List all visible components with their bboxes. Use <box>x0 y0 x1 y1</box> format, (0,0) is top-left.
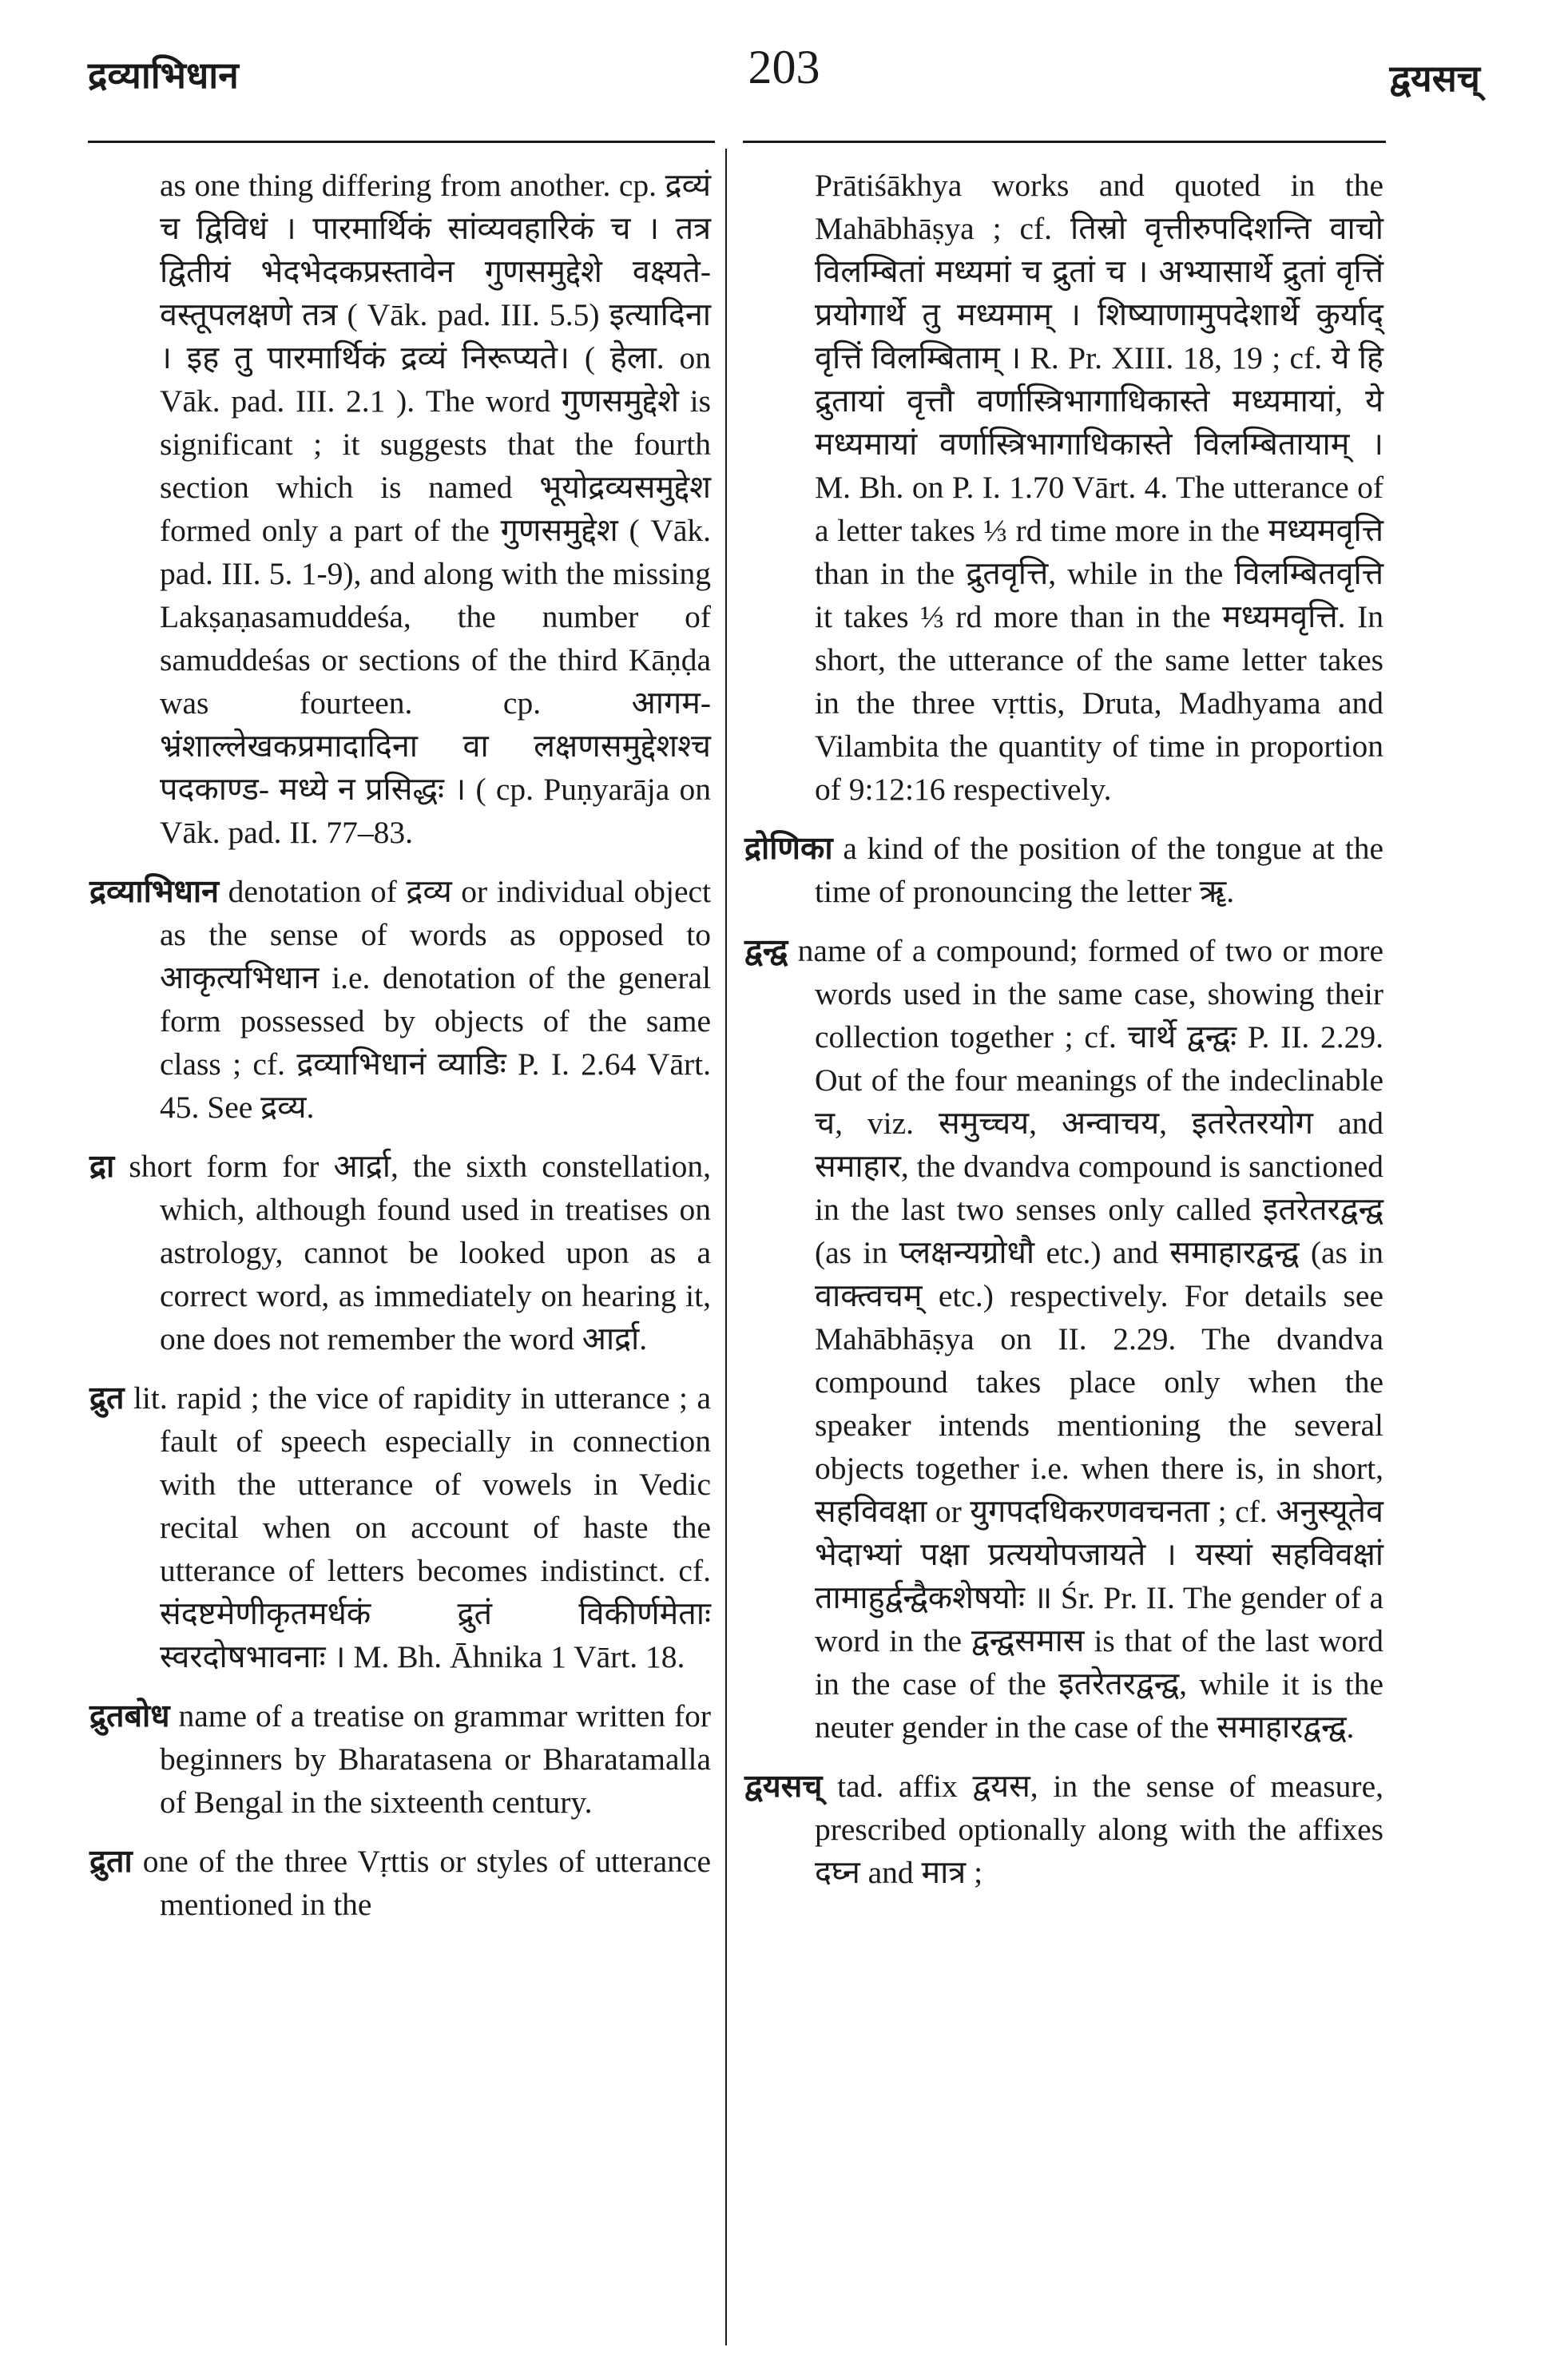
dictionary-entry <box>89 1145 711 1360</box>
entry-definition: name of a treatise on grammar written for beginners by Bharatasena or Bharatamalla of Bengal in the sixteenth century. <box>160 1698 712 1820</box>
entry-definition: name of a compound; formed of two or more words used in the same case, showing their collection together ; cf. चार्थे द्वन्द्वः P. II. 2.29. Out of the four meanings of the indeclinable च, viz. समुच्चय, अन्वाचय, इतरेतरयोग and समाहार, the dvandva compound is sanctioned in the last two senses only called इतरेतरद्वन्द्व (as in प्लक्षन्यग्रोधौ etc.) and समाहारद्वन्द्व (as in वाक्त्वचम् etc.) respectively. For details see Mahābhāṣya on II. 2.29. The dvandva compound takes place only when the speaker intends mentioning the several objects together i.e. when there is, in short, सहविवक्षा or युगपदधिकरणवचनता ; cf. अनुस्यूतेव भेदाभ्यां पक्षा प्रत्ययोपजायते । यस्यां सहविवक्षां तामाहुर्द्वन्द्वैकशेषयोः ॥ Śr. Pr. II. The gender of a word in the द्वन्द्वसमास is that of the last word in the case of the इतरेतरद्वन्द्व, while it is the neuter gender in the case of the समाहारद्वन्द्व. <box>797 933 1383 1745</box>
entry-headword: द्रव्याभिधान <box>89 874 220 909</box>
entry-definition: a kind of the position of the tongue at the time of pronouncing the letter ॠ. <box>815 831 1384 909</box>
entry-definition: denotation of द्रव्य or individual object as the sense of words as opposed to आकृत्यभिधान i.e. denotation of the general form possessed by objects of the same class ; cf. द्रव्याभिधानं व्याडिः P. I. 2.64 Vārt. 45. See द्रव्य. <box>160 874 711 1125</box>
dictionary-entry <box>744 827 1383 913</box>
entry-definition: tad. affix द्वयस, in the sense of measure, prescribed optionally along with the affixes दघ्न and मात्र ; <box>815 1769 1383 1890</box>
page-number: 203 <box>748 41 820 93</box>
right-running-headword: द्वयसच् <box>1389 58 1480 99</box>
entry-headword: द्रुत <box>89 1380 125 1416</box>
dictionary-entry <box>89 870 711 1129</box>
header-rule-right <box>743 141 1386 143</box>
entry-headword: द्रा <box>89 1149 115 1184</box>
left-running-headword: द्रव्याभिधान <box>88 55 239 96</box>
left-column <box>89 164 711 1942</box>
entry-headword: द्वयसच् <box>744 1769 823 1804</box>
continued-entry-text: as one thing differing from another. cp. द्रव्यं च द्विविधं । पारमार्थिकं सांव्यवहारिकं च । तत्र द्वितीयं भेदभेदकप्रस्तावेन गुणसमुद्देशे वक्ष्यते- वस्तूपलक्षणे तत्र ( Vāk. pad. III. 5.5) इत्यादिना । इह तु पारमार्थिकं द्रव्यं निरूप्यते। ( हेला. on Vāk. pad. III. 2.1 ). The word गुणसमुद्देशे is significant ; it suggests that the fourth section which is named भूयोद्रव्यसमुद्देश formed only a part of the गुणसमुद्देश ( Vāk. pad. III. 5. 1-9), and along with the missing Lakṣaṇasamuddeśa, the number of samuddeśas or sections of the third Kāṇḍa was fourteen. cp. आगम- भ्रंशाल्लेखकप्रमादादिना वा लक्षणसमुद्देशश्च पदकाण्ड- मध्ये न प्रसिद्धः । ( cp. Puṇyarāja on Vāk. pad. II. 77–83. <box>160 168 711 850</box>
entry-definition: short form for आर्द्रा, the sixth constellation, which, although found used in treatises on astrology, cannot be looked upon as a correct word, as immediately on hearing it, one does not remember the word आर्द्रा. <box>129 1149 711 1356</box>
dictionary-entry <box>89 1376 711 1678</box>
dictionary-entry <box>89 1840 711 1926</box>
header-rule-left <box>88 141 715 143</box>
entry-definition: one of the three Vṛttis or styles of utterance mentioned in the <box>142 1844 711 1922</box>
entry-definition: lit. rapid ; the vice of rapidity in utterance ; a fault of speech especially in connection with the utterance of vowels in Vedic recital when on account of haste the utterance of letters becomes indistinct. cf. संदष्टमेणीकृतमर्धकं द्रुतं विकीर्णमेताः स्वरदोषभावनाः । M. Bh. Āhnika 1 Vārt. 18. <box>133 1380 711 1674</box>
entry-headword: द्वन्द्व <box>744 933 788 968</box>
dictionary-entry <box>89 1694 711 1824</box>
continued-entry-text: Prātiśākhya works and quoted in the Mahābhāṣya ; cf. तिस्रो वृत्तीरुपदिशन्ति वाचो विलम्बितां मध्यमां च द्रुतां च । अभ्यासार्थे द्रुतां वृत्तिं प्रयोगार्थे तु मध्यमाम् । शिष्याणामुपदेशार्थे कुर्याद् वृत्तिं विलम्बिताम् । R. Pr. XIII. 18, 19 ; cf. ये हि द्रुतायां वृत्तौ वर्णास्त्रिभागाधिकास्ते मध्यमायां, ये मध्यमायां वर्णास्त्रिभागाधिकास्ते विलम्बितायाम् । M. Bh. on P. I. 1.70 Vārt. 4. The utterance of a letter takes ⅓ rd time more in the मध्यमवृत्ति than in the द्रुतवृत्ति, while in the विलम्बितवृत्ति it takes ⅓ rd more than in the मध्यमवृत्ति. In short, the utterance of the same letter takes in the three vṛttis, Druta, Madhyama and Vilambita the quantity of time in proportion of 9:12:16 respectively. <box>815 168 1383 807</box>
running-head <box>88 40 1480 104</box>
entry-headword: द्रुतबोध <box>89 1698 170 1734</box>
dictionary-entry <box>744 929 1383 1749</box>
entry-headword: द्रोणिका <box>744 831 833 866</box>
column-divider <box>725 149 727 2345</box>
dictionary-entry <box>744 1765 1383 1894</box>
right-column <box>744 164 1383 1910</box>
entry-headword: द्रुता <box>89 1844 133 1879</box>
